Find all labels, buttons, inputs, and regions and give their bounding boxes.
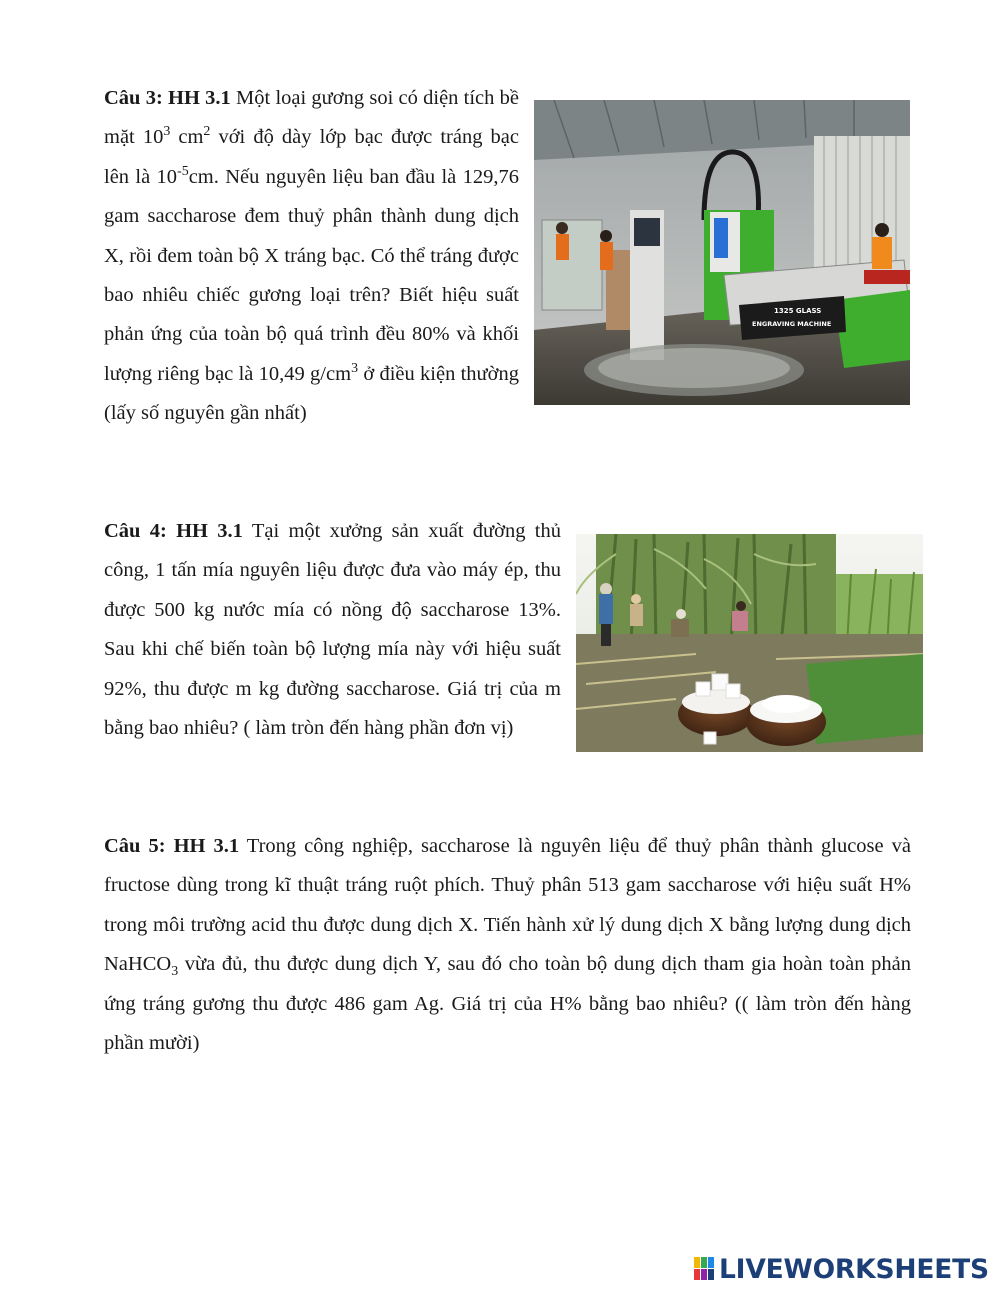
liveworksheets-brand-text: LIVEWORKSHEETS	[719, 1253, 989, 1285]
glass-factory-photo	[534, 100, 910, 405]
question-3: Câu 3: HH 3.1 Một loại gương soi có diện tích bề mặt $10^3$ $cm^2$ với độ dày lớp bạc được tráng bạc lên là $10^{-5}cm$. Nếu nguyên liệu ban đầu là 129,76 gam saccharose đem thuỷ phân thành dung dịch X, rồi đem toàn bộ X tráng bạc. Có thể tráng được bao nhiêu chiếc gương loại trên? Biết hiệu suất phản ứng của toàn bộ quá trình đều 80% và khối lượng riêng bạc là 10,49 $g/cm^3$ ở điều kiện thường (lấy số nguyên gần nhất)	[104, 87, 519, 425]
sugarcane-field-photo	[576, 534, 923, 752]
question-5: Câu 5: HH 3.1 Trong công nghiệp, saccharose là nguyên liệu để thuỷ phân thành glucose và fructose dùng trong kĩ thuật tráng ruột phích. Thuỷ phân 513 gam saccharose với hiệu suất H% trong môi trường acid thu được dung dịch X. Tiến hành xử lý dung dịch X bằng lượng dung dịch NaHCO$_3$ vừa đủ, thu được dung dịch Y, sau đó cho toàn bộ dung dịch tham gia hoàn toàn phản ứng tráng gương thu được 486 gam Ag. Giá trị của H% bằng bao nhiêu? (( làm tròn đến hàng phần mười)	[104, 835, 911, 1055]
liveworksheets-logo	[694, 1252, 990, 1286]
question-4: Câu 4: HH 3.1 Tại một xưởng sản xuất đường thủ công, 1 tấn mía nguyên liệu được đưa vào máy ép, thu được 500 kg nước mía có nồng độ saccharose 13%. Sau khi chế biến toàn bộ lượng mía này với hiệu suất 92%, thu được m kg đường saccharose. Giá trị của m bằng bao nhiêu? ( làm tròn đến hàng phần đơn vị)	[104, 520, 561, 740]
question-3-label: Câu 3: HH 3.1	[104, 87, 231, 109]
question-4-label: Câu 4: HH 3.1	[104, 520, 243, 542]
liveworksheets-logo-icon	[694, 1257, 716, 1281]
machine-sign-line-2: ENGRAVING MACHINE	[752, 320, 832, 328]
question-5-label: Câu 5: HH 3.1	[104, 835, 240, 857]
machine-sign-line-1: 1325 GLASS	[774, 307, 822, 315]
